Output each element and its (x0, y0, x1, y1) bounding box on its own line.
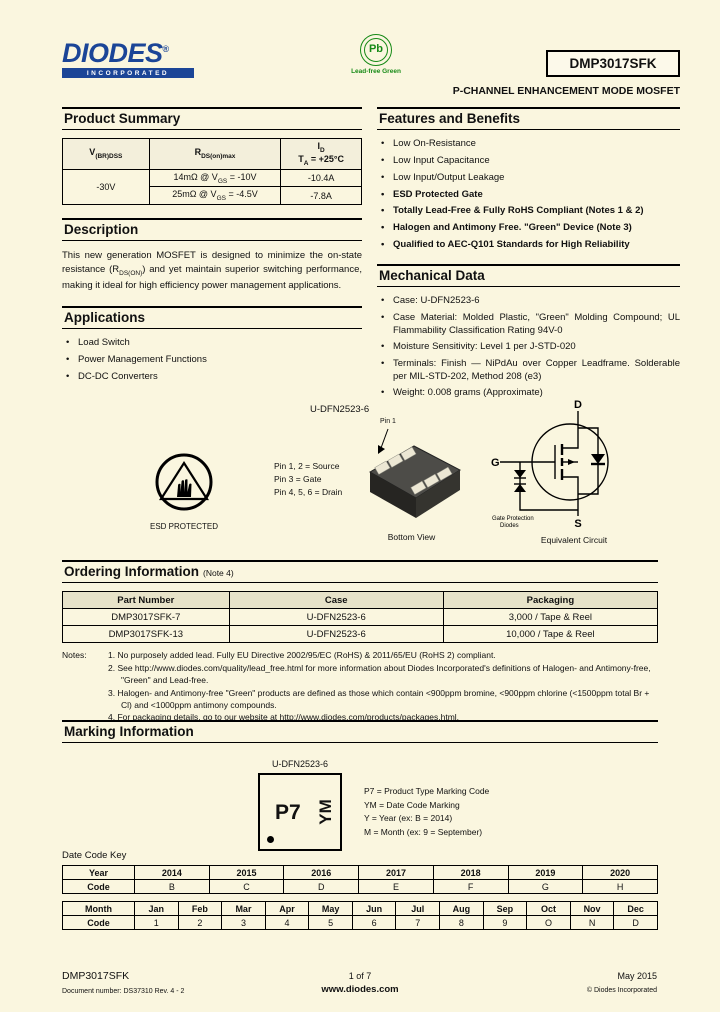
table-row: Code B C D E F G H (63, 880, 658, 894)
note-item: 3. Halogen- and Antimony-free "Green" products are defined as those which contain <900ppm bromine, <900ppm chlorine (<1500ppm total Br + Cl) and <1000ppm antimony compounds. (108, 687, 650, 710)
col-header-case: Case (229, 592, 443, 609)
col-header-vbrdss: $V_{(BR)DSS}$ (63, 139, 150, 170)
mechanical-list (377, 295, 680, 399)
list-item: • Low Input/Output Leakage (377, 172, 680, 184)
section-title-description: Description (62, 218, 362, 241)
marking-package-outline (258, 773, 342, 851)
list-item: • Power Management Functions (62, 354, 362, 366)
list-item: • Totally Lead-Free & Fully RoHS Compliant (Notes 1 & 2) (377, 205, 680, 217)
month-code-table (62, 901, 658, 930)
vbrdss-value: -30V (63, 169, 150, 205)
col-header-rdson: $R_{DS(on)max}$ (149, 139, 281, 170)
table-header-row (63, 139, 362, 170)
lead-free-badge (344, 34, 408, 75)
notes-block (62, 650, 658, 725)
gate-protection-label-line2: Diodes (500, 523, 519, 528)
col-header-id: $I_D$ $T_A = +25^\circ C$ (281, 139, 362, 170)
pin-line: Pin 4, 5, 6 = Drain (274, 487, 343, 498)
applications-list (62, 337, 362, 383)
right-column (377, 107, 680, 404)
footer-document-number: Document number: DS37310 Rev. 4 - 2 (62, 988, 185, 995)
esd-protected-label: ESD PROTECTED (149, 522, 218, 531)
section-title-marking: Marking Information (62, 720, 658, 743)
list-item: • Qualified to AEC-Q101 Standards for High Reliability (377, 239, 680, 251)
footer-copyright: © Diodes Incorporated (586, 987, 657, 994)
case-cell: U-DFN2523-6 (229, 609, 443, 626)
equivalent-circuit-label: Equivalent Circuit (540, 535, 608, 545)
case-cell: U-DFN2523-6 (229, 626, 443, 643)
list-item: • Halogen and Antimony Free. "Green" Device (Note 3) (377, 222, 680, 234)
rdson-value: 14mΩ @ $V_{GS} = -10V$ (149, 169, 281, 187)
date-code-key-title: Date Code Key (62, 850, 127, 861)
features-list (377, 138, 680, 251)
list-item: • Low On-Resistance (377, 138, 680, 150)
ordering-information-section (62, 560, 658, 725)
legend-line: Y = Year (ex: B = 2014) (364, 813, 453, 824)
pin-assignment (274, 460, 358, 500)
pin1-label: Pin 1 (380, 418, 396, 425)
table-row (63, 609, 658, 626)
rdson-value: 25mΩ @ $V_{GS} = -4.5V$ (149, 187, 281, 205)
list-item: • Case Material: Molded Plastic, "Green" Molding Compound; UL Flammability Classification Rating 94V-0 (377, 312, 680, 337)
part-number-cell: DMP3017SFK-13 (63, 626, 230, 643)
pb-symbol: Pb (364, 38, 388, 62)
drain-label: D (574, 399, 582, 411)
pin1-dot-icon (267, 836, 274, 843)
lead-free-circle-icon (360, 34, 392, 66)
gate-protection-label-line1: Gate Protection (492, 516, 534, 522)
logo-wordmark: DIODES (62, 38, 163, 68)
table-header-row: Month Jan Feb Mar Apr May Jun Jul Aug Sep Oct Nov Dec (63, 902, 658, 916)
part-number-box: DMP3017SFK (546, 50, 680, 77)
section-title-product-summary: Product Summary (62, 107, 362, 130)
list-item: • Load Switch (62, 337, 362, 349)
list-item: • Low Input Capacitance (377, 155, 680, 167)
year-code-table (62, 865, 658, 894)
col-header-packaging: Packaging (443, 592, 657, 609)
date-code-marking: YM (315, 799, 335, 825)
esd-protected-icon (148, 452, 220, 516)
section-title-applications: Applications (62, 306, 362, 329)
marking-legend (364, 785, 489, 839)
list-item: • Moisture Sensitivity: Level 1 per J-STD-020 (377, 341, 680, 353)
left-column (62, 107, 362, 388)
note-item: 2. See http://www.diodes.com/quality/lead_free.html for more information about Diodes Incorporated's definitions of Halogen- and Antimony-free, "Green" and Lead-free. (108, 662, 651, 685)
pin-line: Pin 1, 2 = Source (274, 461, 340, 471)
footer-part-number: DMP3017SFK (62, 970, 130, 982)
section-title-features: Features and Benefits (377, 107, 680, 130)
list-item: • Weight: 0.008 grams (Approximate) (377, 387, 680, 399)
notes-label: Notes: (62, 650, 87, 660)
table-row (63, 626, 658, 643)
ordering-table (62, 591, 658, 643)
id-value: -7.8A (281, 187, 362, 205)
page-subtitle: P-CHANNEL ENHANCEMENT MODE MOSFET (452, 85, 680, 97)
package-drawing (354, 426, 469, 537)
registered-mark: ® (162, 44, 169, 54)
table-row: Code 1 2 3 4 5 6 7 8 9 O N D (63, 916, 658, 930)
gate-label: G (491, 457, 500, 469)
notes-items (108, 650, 658, 725)
table-row (63, 169, 362, 187)
diodes-logo-subtext: INCORPORATED (62, 68, 194, 78)
marking-information-section (62, 720, 658, 863)
note-item: 4. For packaging details, go to our website at http://www.diodes.com/products/packages.html. (108, 712, 460, 723)
esd-protected-figure (134, 452, 234, 531)
footer-website: www.diodes.com (321, 984, 399, 995)
equivalent-circuit-figure (490, 398, 658, 545)
packaging-cell: 10,000 / Tape & Reel (443, 626, 657, 643)
legend-line: P7 = Product Type Marking Code (364, 786, 490, 796)
legend-line: YM = Date Code Marking (364, 799, 460, 810)
bottom-view-label: Bottom View (387, 532, 436, 542)
part-number-cell: DMP3017SFK-7 (63, 609, 230, 626)
note-item: 1. No purposely added lead. Fully EU Directive 2002/95/EC (RoHS) & 2011/65/EU (RoHS 2) compliant. (108, 650, 496, 660)
product-type-marking-code: P7 (275, 801, 301, 824)
equivalent-circuit-diagram (490, 398, 658, 528)
package-bottom-view-drawing (354, 426, 469, 532)
list-item: • ESD Protected Gate (377, 189, 680, 201)
table-header-row (63, 592, 658, 609)
col-header-part-number: Part Number (63, 592, 230, 609)
footer-page-number: 1 of 7 (348, 971, 372, 981)
marking-package-name: U-DFN2523-6 (271, 759, 329, 769)
table-header-row: Year 2014 2015 2016 2017 2018 2019 2020 (63, 866, 658, 880)
ordering-title-note: (Note 4) (203, 568, 234, 578)
pin-line: Pin 3 = Gate (274, 474, 322, 485)
section-title-mechanical: Mechanical Data (377, 264, 680, 287)
list-item: • Terminals: Finish — NiPdAu over Copper Leadframe. Solderable per MIL-STD-202, Method 208 (e3) (377, 358, 680, 383)
marking-figure (62, 751, 658, 863)
product-summary-table (62, 138, 362, 205)
list-item: • DC-DC Converters (62, 371, 362, 383)
footer-date: May 2015 (617, 971, 657, 981)
section-title-ordering: Ordering Information (Note 4) (62, 560, 658, 583)
list-item: • Case: U-DFN2523-6 (377, 295, 680, 307)
date-code-key-section (62, 850, 658, 930)
package-name-label: U-DFN2523-6 (310, 404, 370, 415)
package-figures-band (62, 398, 658, 552)
source-label: S (574, 518, 582, 528)
diodes-logo (62, 40, 202, 78)
legend-line: M = Month (ex: 9 = September) (364, 826, 483, 837)
lead-free-label: Lead-free Green (351, 68, 401, 75)
description-text: This new generation MOSFET is designed to minimize the on-state resistance $(R_{DS(ON)})$ and yet maintain superior switching performance, making it ideal for high efficiency power management applications. (62, 250, 362, 292)
id-value: -10.4A (281, 169, 362, 187)
diodes-logo-text (62, 40, 202, 67)
packaging-cell: 3,000 / Tape & Reel (443, 609, 657, 626)
